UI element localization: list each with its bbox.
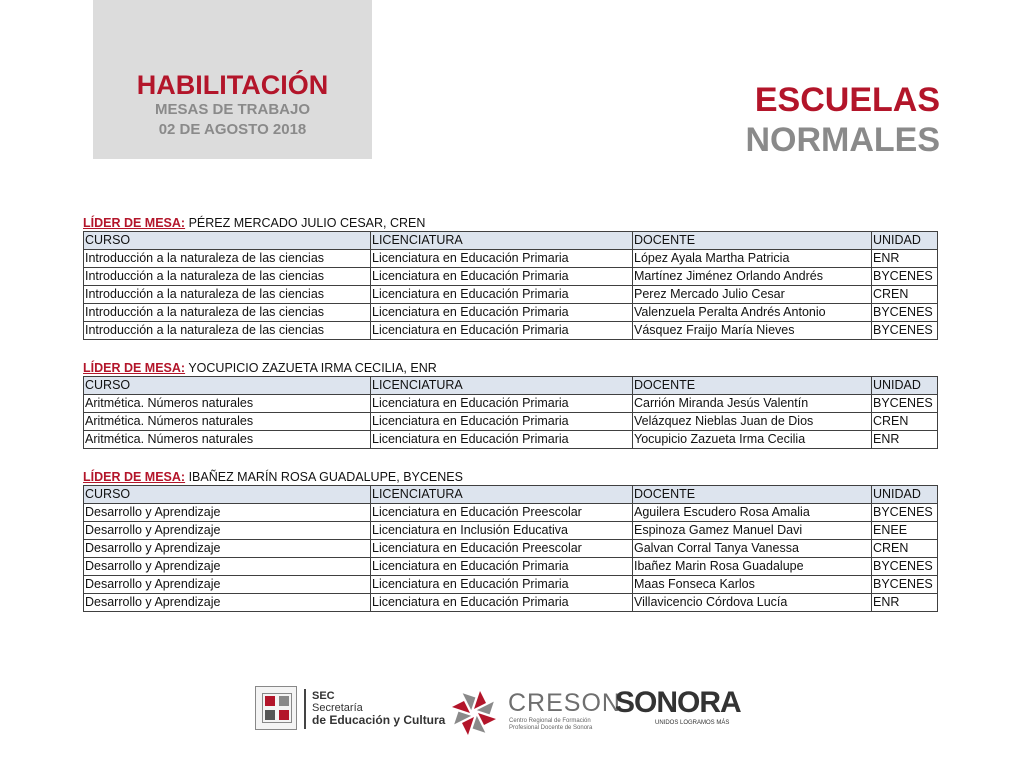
cell-docente: Maas Fonseca Karlos	[633, 576, 872, 594]
table-row	[84, 594, 938, 612]
cell-licenciatura: Licenciatura en Educación Primaria	[371, 286, 633, 304]
table-row	[84, 322, 938, 340]
cell-curso: Desarrollo y Aprendizaje	[84, 594, 371, 612]
header-title: HABILITACIÓN	[136, 70, 329, 100]
cell-licenciatura: Licenciatura en Educación Primaria	[371, 431, 633, 449]
cell-curso: Introducción a la naturaleza de las ciencias	[84, 250, 371, 268]
cell-unidad: CREN	[872, 413, 938, 431]
cell-curso: Desarrollo y Aprendizaje	[84, 504, 371, 522]
leader-line	[83, 469, 937, 485]
table-header-row	[84, 377, 938, 395]
cell-licenciatura: Licenciatura en Educación Primaria	[371, 558, 633, 576]
cell-licenciatura: Licenciatura en Educación Primaria	[371, 322, 633, 340]
cell-docente: López Ayala Martha Patricia	[633, 250, 872, 268]
table-row	[84, 540, 938, 558]
cell-docente: Velázquez Nieblas Juan de Dios	[633, 413, 872, 431]
sonora-logo: SONORA	[615, 686, 741, 719]
cell-docente: Perez Mercado Julio Cesar	[633, 286, 872, 304]
cell-licenciatura: Licenciatura en Educación Primaria	[371, 576, 633, 594]
cell-unidad: BYCENES	[872, 268, 938, 286]
column-header-licenciatura: LICENCIATURA	[371, 232, 633, 250]
cell-docente: Galvan Corral Tanya Vanessa	[633, 540, 872, 558]
column-header-docente: DOCENTE	[633, 486, 872, 504]
cell-unidad: BYCENES	[872, 576, 938, 594]
column-header-unidad: UNIDAD	[872, 486, 938, 504]
cell-unidad: ENEE	[872, 522, 938, 540]
sec-acronym: SEC	[312, 690, 335, 702]
cell-docente: Ibañez Marin Rosa Guadalupe	[633, 558, 872, 576]
creson-subtitle	[509, 718, 592, 732]
column-header-curso: CURSO	[84, 232, 371, 250]
leader-line	[83, 215, 937, 231]
column-header-docente: DOCENTE	[633, 232, 872, 250]
table-row	[84, 431, 938, 449]
header-date: 02 DE AGOSTO 2018	[158, 121, 307, 138]
creson-name: CRESON	[508, 689, 621, 717]
sonora-tagline: UNIDOS LOGRAMOS MÁS	[655, 720, 730, 726]
leader-name: YOCUPICIO ZAZUETA IRMA CECILIA, ENR	[185, 361, 437, 375]
cell-docente: Vásquez Fraijo María Nieves	[633, 322, 872, 340]
table-row	[84, 268, 938, 286]
cell-licenciatura: Licenciatura en Educación Primaria	[371, 250, 633, 268]
cell-curso: Introducción a la naturaleza de las ciencias	[84, 268, 371, 286]
cell-unidad: BYCENES	[872, 322, 938, 340]
cell-licenciatura: Licenciatura en Educación Preescolar	[371, 540, 633, 558]
sec-line-educacion: de Educación y Cultura	[312, 713, 446, 727]
cell-curso: Desarrollo y Aprendizaje	[84, 558, 371, 576]
table-header-row	[84, 232, 938, 250]
leader-label: LÍDER DE MESA:	[83, 361, 186, 375]
cell-docente: Villavicencio Córdova Lucía	[633, 594, 872, 612]
cell-licenciatura: Licenciatura en Educación Primaria	[371, 594, 633, 612]
page-title	[560, 80, 940, 160]
column-header-licenciatura: LICENCIATURA	[371, 377, 633, 395]
table-row	[84, 576, 938, 594]
cell-curso: Desarrollo y Aprendizaje	[84, 576, 371, 594]
cell-curso: Aritmética. Números naturales	[84, 413, 371, 431]
cell-docente: Carrión Miranda Jesús Valentín	[633, 395, 872, 413]
header-subtitle: MESAS DE TRABAJO	[154, 101, 311, 118]
cell-unidad: BYCENES	[872, 558, 938, 576]
state-seal-icon	[255, 686, 297, 730]
leader-name: PÉREZ MERCADO JULIO CESAR, CREN	[185, 216, 426, 230]
column-header-unidad: UNIDAD	[872, 232, 938, 250]
table-row	[84, 395, 938, 413]
table-row	[84, 504, 938, 522]
section-table-3	[83, 469, 937, 612]
table-header-row	[84, 486, 938, 504]
assignments-table	[83, 376, 938, 449]
cell-curso: Desarrollo y Aprendizaje	[84, 540, 371, 558]
cell-curso: Aritmética. Números naturales	[84, 431, 371, 449]
table-row	[84, 250, 938, 268]
assignments-table	[83, 485, 938, 612]
logo-divider	[304, 689, 306, 729]
column-header-curso: CURSO	[84, 486, 371, 504]
cell-unidad: ENR	[872, 250, 938, 268]
leader-label: LÍDER DE MESA:	[83, 216, 186, 230]
column-header-docente: DOCENTE	[633, 377, 872, 395]
title-part-escuelas: ESCUELAS	[754, 81, 940, 119]
leader-name: IBAÑEZ MARÍN ROSA GUADALUPE, BYCENES	[185, 470, 463, 484]
cell-docente: Yocupicio Zazueta Irma Cecilia	[633, 431, 872, 449]
cell-unidad: ENR	[872, 594, 938, 612]
cell-unidad: CREN	[872, 540, 938, 558]
cell-docente: Martínez Jiménez Orlando Andrés	[633, 268, 872, 286]
section-table-1	[83, 215, 937, 340]
column-header-licenciatura: LICENCIATURA	[371, 486, 633, 504]
leader-line	[83, 360, 937, 376]
creson-subtitle-line1: Centro Regional de Formación	[509, 718, 591, 724]
cell-docente: Aguilera Escudero Rosa Amalia	[633, 504, 872, 522]
table-row	[84, 286, 938, 304]
title-part-normales: NORMALES	[745, 121, 940, 159]
table-row	[84, 413, 938, 431]
table-row	[84, 304, 938, 322]
cell-curso: Aritmética. Números naturales	[84, 395, 371, 413]
sec-logo	[312, 690, 445, 726]
cell-unidad: BYCENES	[872, 304, 938, 322]
cell-unidad: BYCENES	[872, 504, 938, 522]
header-box	[93, 0, 372, 159]
cell-docente: Valenzuela Peralta Andrés Antonio	[633, 304, 872, 322]
cell-unidad: CREN	[872, 286, 938, 304]
sec-line-secretaria: Secretaría	[312, 702, 363, 714]
cell-docente: Espinoza Gamez Manuel Davi	[633, 522, 872, 540]
leader-label: LÍDER DE MESA:	[83, 470, 186, 484]
table-row	[84, 522, 938, 540]
cell-licenciatura: Licenciatura en Educación Primaria	[371, 395, 633, 413]
cell-curso: Introducción a la naturaleza de las ciencias	[84, 286, 371, 304]
cell-curso: Introducción a la naturaleza de las ciencias	[84, 322, 371, 340]
assignments-table	[83, 231, 938, 340]
cell-curso: Introducción a la naturaleza de las ciencias	[84, 304, 371, 322]
cell-unidad: BYCENES	[872, 395, 938, 413]
creson-subtitle-line2: Profesional Docente de Sonora	[509, 725, 593, 731]
column-header-curso: CURSO	[84, 377, 371, 395]
cell-curso: Desarrollo y Aprendizaje	[84, 522, 371, 540]
footer-logos	[250, 683, 770, 743]
cell-licenciatura: Licenciatura en Educación Primaria	[371, 304, 633, 322]
cell-licenciatura: Licenciatura en Educación Primaria	[371, 413, 633, 431]
column-header-unidad: UNIDAD	[872, 377, 938, 395]
cell-licenciatura: Licenciatura en Inclusión Educativa	[371, 522, 633, 540]
section-table-2	[83, 360, 937, 449]
table-row	[84, 558, 938, 576]
creson-flower-icon	[446, 685, 502, 741]
cell-unidad: ENR	[872, 431, 938, 449]
cell-licenciatura: Licenciatura en Educación Preescolar	[371, 504, 633, 522]
cell-licenciatura: Licenciatura en Educación Primaria	[371, 268, 633, 286]
